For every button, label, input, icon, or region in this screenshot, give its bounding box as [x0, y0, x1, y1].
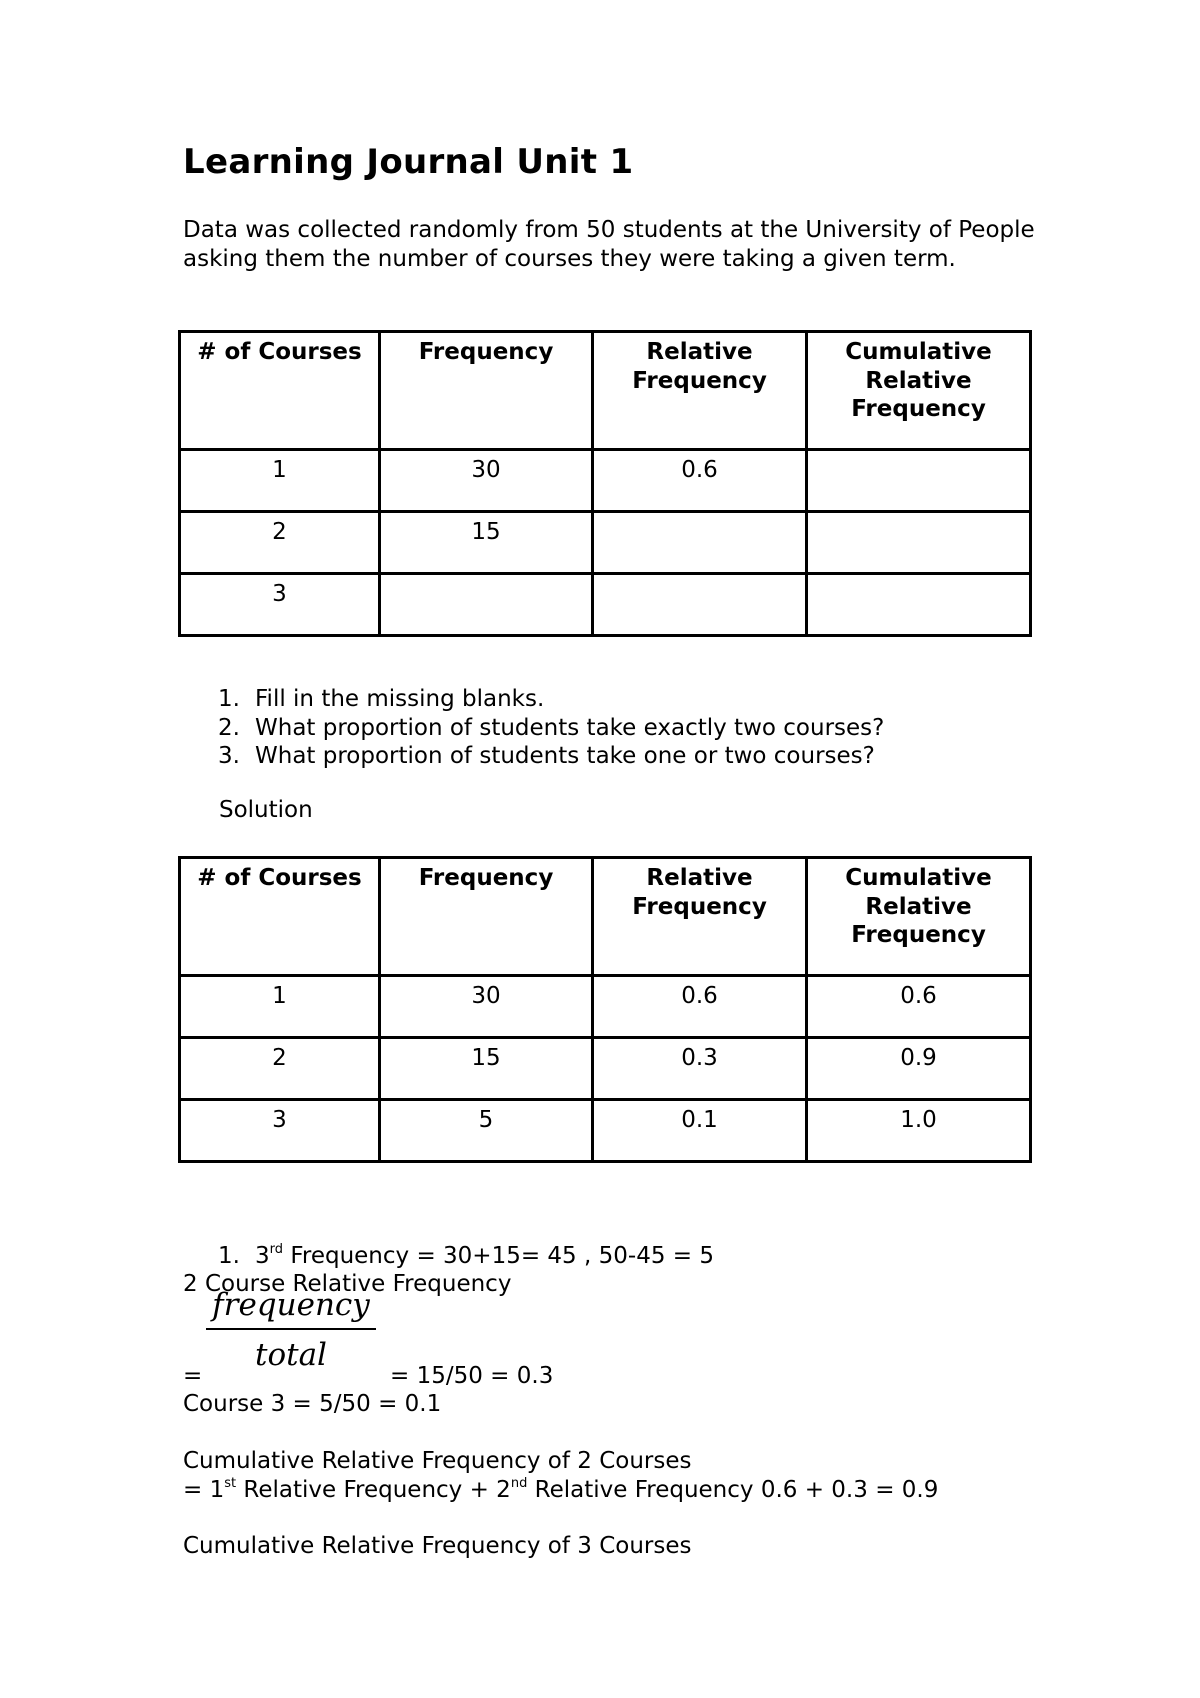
table-cell: 0.6 [593, 976, 807, 1038]
document-title: Learning Journal Unit 1 [183, 142, 634, 182]
course2-result: = 15/50 = 0.3 [390, 1363, 554, 1389]
table-cell: 0.9 [807, 1038, 1031, 1100]
table-cell [593, 512, 807, 574]
table-header-row [180, 858, 1031, 976]
ordinal-suffix: nd [510, 1476, 528, 1491]
table-cell [593, 574, 807, 636]
list-item [218, 714, 884, 743]
header-relative-frequency: Relative Frequency [593, 332, 807, 450]
table-row [180, 976, 1031, 1038]
question-text: What proportion of students take one or two courses? [255, 743, 875, 769]
list-number: 1. [218, 1243, 240, 1269]
table-cell: 30 [380, 450, 593, 512]
table-cell: 3 [180, 1100, 380, 1162]
header-courses: # of Courses [180, 332, 380, 450]
list-item [218, 742, 884, 771]
table-cell: 2 [180, 512, 380, 574]
cumulative-3-label: Cumulative Relative Frequency of 3 Courses [183, 1533, 692, 1559]
list-item [218, 685, 884, 714]
table-cell [380, 574, 593, 636]
work-step-1 [218, 1242, 714, 1269]
header-cumulative-relative-frequency: Cumulative Relative Frequency [807, 332, 1031, 450]
table-cell: 15 [380, 1038, 593, 1100]
ordinal-suffix: st [224, 1476, 237, 1491]
work-text: Relative Frequency + 2 [236, 1477, 511, 1503]
ordinal-suffix: rd [269, 1242, 284, 1257]
frequency-table-solution [178, 856, 1032, 1163]
header-relative-frequency: Relative Frequency [593, 858, 807, 976]
table-cell: 0.6 [593, 450, 807, 512]
work-text: Frequency = 30+15= 45 , 50-45 = 5 [283, 1243, 714, 1269]
header-cumulative-relative-frequency: Cumulative Relative Frequency [807, 858, 1031, 976]
table-row [180, 1038, 1031, 1100]
work-text: = 1 [183, 1477, 225, 1503]
list-number: 1. [218, 686, 240, 712]
equals-sign: = [183, 1363, 203, 1389]
table-row [180, 1100, 1031, 1162]
frequency-table-blank [178, 330, 1032, 637]
table-cell: 0.3 [593, 1038, 807, 1100]
table-cell: 30 [380, 976, 593, 1038]
table-cell: 15 [380, 512, 593, 574]
table-cell: 1 [180, 450, 380, 512]
question-text: Fill in the missing blanks. [255, 686, 545, 712]
frequency-over-total-fraction [206, 1285, 376, 1375]
table-cell: 2 [180, 1038, 380, 1100]
table-row [180, 450, 1031, 512]
header-frequency: Frequency [380, 332, 593, 450]
fraction-denominator: total [255, 1337, 327, 1373]
solution-label: Solution [219, 797, 313, 823]
header-courses: # of Courses [180, 858, 380, 976]
table-cell [807, 574, 1031, 636]
table-row [180, 574, 1031, 636]
table-cell: 1 [180, 976, 380, 1038]
work-text: Relative Frequency 0.6 + 0.3 = 0.9 [527, 1477, 939, 1503]
work-text: 3 [255, 1243, 270, 1269]
table-row [180, 512, 1031, 574]
question-text: What proportion of students take exactly two courses? [255, 714, 885, 741]
course3-result: Course 3 = 5/50 = 0.1 [183, 1391, 442, 1417]
intro-paragraph: Data was collected randomly from 50 students at the University of People asking them the number of courses they were taking a given term. [183, 217, 1035, 272]
table-cell: 1.0 [807, 1100, 1031, 1162]
fraction-numerator: frequency [212, 1287, 370, 1323]
fraction-bar [206, 1328, 376, 1330]
list-number: 3. [218, 743, 240, 769]
cumulative-2-formula [183, 1476, 938, 1503]
course2-label: 2 Course Relative Frequency [183, 1271, 512, 1297]
table-cell [807, 512, 1031, 574]
table-cell: 0.6 [807, 976, 1031, 1038]
table-header-row [180, 332, 1031, 450]
table-cell: 3 [180, 574, 380, 636]
header-frequency: Frequency [380, 858, 593, 976]
cumulative-2-label: Cumulative Relative Frequency of 2 Courses [183, 1448, 692, 1474]
list-number: 2. [218, 714, 240, 741]
table-cell [807, 450, 1031, 512]
question-list [218, 685, 884, 771]
table-cell: 5 [380, 1100, 593, 1162]
table-cell: 0.1 [593, 1100, 807, 1162]
